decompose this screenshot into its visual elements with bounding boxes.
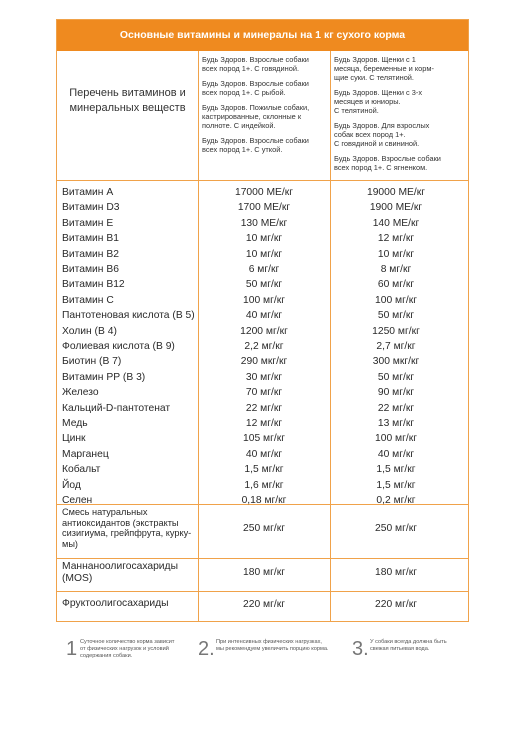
table-cell: 12 мг/кг: [245, 418, 283, 429]
table-cell: 1,5 мг/кг: [376, 464, 416, 476]
table-cell: 10 мг/кг: [245, 233, 283, 245]
table-cell: 1200 мг/кг: [240, 325, 288, 337]
table-cell: 6 мг/кг: [248, 264, 280, 275]
table-cell: 130 МЕ/кг: [240, 217, 288, 229]
row-divider-mos: [57, 558, 468, 559]
row-name: Витамин РР (В 3): [62, 371, 146, 383]
row-name: Витамин В2: [62, 248, 119, 260]
table-cell: 40 мг/кг: [377, 448, 415, 460]
row-divider-fos: [57, 591, 468, 592]
product-name: Будь Здоров. Взрослые собаки всех пород 1+. С ягненком.: [334, 154, 441, 172]
row-name: Пантотеновая кислота (В 5): [62, 310, 195, 322]
table-cell: 19000 МЕ/кг: [366, 187, 426, 198]
footnote-number: 2.: [198, 638, 215, 660]
product-name: Будь Здоров. Щенки с 3-х месяцев и юниоры. С телятиной.: [334, 88, 423, 115]
table-title: Основные витамины и минералы на 1 кг сухого корма: [57, 20, 468, 51]
footnote-number: 3.: [352, 638, 369, 660]
table-cell: 0,18 мг/кг: [241, 495, 287, 506]
table-cell: 100 мг/кг: [375, 294, 417, 306]
table-cell: 290 мкг/кг: [240, 356, 288, 368]
table-cell: 90 мг/кг: [377, 387, 415, 399]
row-name: Кальций-D-пантотенат: [62, 402, 171, 414]
table-cell: 40 мг/кг: [245, 448, 283, 460]
product-name: Будь Здоров. Для взрослых собак всех пород 1+. С говядиной и свининой.: [334, 121, 430, 148]
table-cell: 8 мг/кг: [380, 264, 412, 275]
product-name: Будь Здоров. Щенки с 1 месяца, беременные и корм- щие суки. С телятиной.: [334, 55, 434, 82]
table-cell: 1250 мг/кг: [372, 325, 420, 337]
table-cell: 22 мг/кг: [377, 402, 415, 414]
table-cell: 50 мг/кг: [377, 310, 415, 322]
row-name: Витамин Е: [62, 217, 114, 229]
table-cell: 12 мг/кг: [377, 233, 415, 245]
table-cell: 1,5 мг/кг: [376, 479, 416, 491]
table-cell: 0,2 мг/кг: [376, 495, 416, 506]
header-divider: [57, 180, 468, 181]
table-cell: 40 мг/кг: [245, 310, 283, 322]
row-name: Фолиевая кислота (В 9): [62, 341, 175, 352]
table-cell: 30 мг/кг: [245, 371, 283, 383]
product-name: Будь Здоров. Взрослые собаки всех пород 1+. С говядиной.: [202, 55, 309, 73]
extra-row-name: Фруктоолигосахариды: [62, 598, 169, 609]
table-cell: 10 мг/кг: [377, 248, 415, 260]
table-cell: 50 мг/кг: [245, 279, 283, 291]
row-name: Холин (В 4): [62, 325, 117, 337]
footnote-text: У собаки всегда должна быть свежая питьевая вода.: [370, 639, 447, 652]
row-name: Йод: [62, 479, 81, 491]
extra-row-name: Смесь натуральных антиоксидантов (экстракты сизигиума, грейпфрута, курку- мы): [62, 507, 192, 549]
table-cell: 50 мг/кг: [377, 371, 415, 383]
footnote-text: При интенсивных физических нагрузках, мы рекомендуем увеличить порцию корма.: [216, 639, 329, 652]
table-cell: 105 мг/кг: [243, 433, 285, 445]
table-cell: 1700 МЕ/кг: [237, 202, 291, 214]
footnotes: [58, 638, 468, 668]
row-name: Витамин В12: [62, 279, 125, 291]
product-name: Будь Здоров. Взрослые собаки всех пород 1+. С рыбой.: [202, 79, 309, 97]
table-cell: 100 мг/кг: [375, 433, 417, 445]
table-cell: 100 мг/кг: [243, 294, 285, 306]
table-cell: 70 мг/кг: [245, 387, 283, 399]
table-cell: 180 мг/кг: [375, 567, 417, 578]
table-cell: 1,5 мг/кг: [244, 464, 284, 476]
product-name: Будь Здоров. Взрослые собаки всех пород 1+. С уткой.: [202, 136, 309, 154]
table-cell: 250 мг/кг: [243, 523, 285, 534]
table-cell: 22 мг/кг: [245, 402, 283, 414]
table-cell: 220 мг/кг: [243, 599, 285, 610]
table-cell: 220 мг/кг: [375, 599, 417, 610]
column-2-products: [334, 55, 467, 178]
table-cell: 60 мг/кг: [377, 279, 415, 291]
table-cell: 180 мг/кг: [243, 567, 285, 578]
table-cell: 1,6 мг/кг: [244, 479, 284, 491]
footnote-text: Суточное количество корма зависит от физических нагрузок и условий содержания собаки.: [80, 639, 175, 659]
row-name: Витамин А: [62, 187, 114, 198]
table-cell: 10 мг/кг: [245, 248, 283, 260]
extra-row-name: Маннаноолигосахариды (MOS): [62, 561, 178, 584]
table-cell: 250 мг/кг: [375, 523, 417, 534]
row-name: Цинк: [62, 433, 86, 445]
footnote-number: 1: [66, 638, 78, 660]
row-name: Витамин В1: [62, 233, 119, 245]
table-cell: 2,2 мг/кг: [244, 341, 284, 352]
row-name: Селен: [62, 495, 93, 506]
table-cell: 1900 МЕ/кг: [369, 202, 423, 214]
table-cell: 13 мг/кг: [377, 418, 415, 429]
row-name: Медь: [62, 418, 88, 429]
list-header: Перечень витаминов и минеральных веществ: [69, 87, 186, 114]
row-name: Железо: [62, 387, 99, 399]
row-name: Витамин D3: [62, 202, 120, 214]
row-name: Витамин В6: [62, 264, 119, 275]
row-name: Биотин (В 7): [62, 356, 122, 368]
row-name: Кобальт: [62, 464, 101, 476]
column-1-products: [202, 55, 328, 160]
nutrition-table: [56, 19, 469, 622]
table-cell: 2,7 мг/кг: [376, 341, 416, 352]
table-cell: 17000 МЕ/кг: [234, 187, 294, 198]
product-name: Будь Здоров. Пожилые собаки, кастрированные, склонные к полноте. С индейкой.: [202, 103, 310, 130]
row-name: Витамин С: [62, 294, 114, 306]
table-cell: 140 МЕ/кг: [372, 217, 420, 229]
table-cell: 300 мкг/кг: [372, 356, 420, 368]
row-name: Марганец: [62, 448, 109, 460]
